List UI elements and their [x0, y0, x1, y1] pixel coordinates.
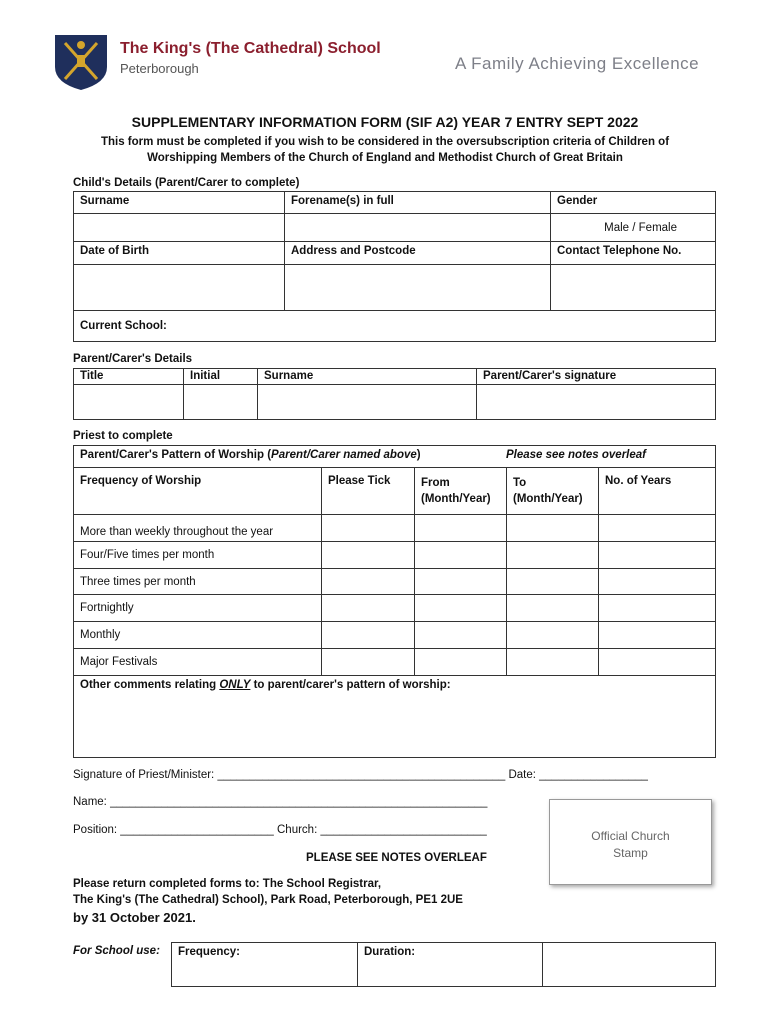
subtitle-line-2: Worshipping Members of the Church of England and Methodist Church of Great Britain	[147, 152, 623, 164]
priest-name-line[interactable]: Name: ___________________________________________________________	[73, 796, 488, 808]
col-to-label: To	[513, 477, 527, 489]
surname-label: Surname	[74, 192, 285, 214]
frequency-label: Three times per month	[74, 569, 322, 595]
pattern-suffix: )	[416, 449, 421, 461]
notes-overleaf-hint: Please see notes overleaf	[506, 449, 646, 461]
from-cell[interactable]	[415, 622, 507, 649]
notes-overleaf: PLEASE SEE NOTES OVERLEAF	[306, 852, 487, 864]
frequency-label: More than weekly throughout the year	[74, 515, 322, 542]
worship-table	[73, 445, 716, 758]
tick-cell[interactable]	[322, 515, 415, 542]
years-cell[interactable]	[599, 649, 716, 676]
tick-cell[interactable]	[322, 595, 415, 622]
table-row	[74, 622, 716, 649]
school-use-label: For School use:	[73, 945, 160, 957]
tick-cell[interactable]	[322, 569, 415, 595]
from-cell[interactable]	[415, 649, 507, 676]
years-cell[interactable]	[599, 515, 716, 542]
subtitle-line-1: This form must be completed if you wish to be considered in the oversubscription criteria of Children of	[100, 136, 670, 148]
tick-cell[interactable]	[322, 649, 415, 676]
address-label: Address and Postcode	[285, 242, 551, 265]
form-subtitle	[60, 134, 710, 166]
return-line-1: Please return completed forms to: The School Registrar,	[73, 878, 382, 890]
priest-heading: Priest to complete	[73, 430, 173, 442]
form-title: SUPPLEMENTARY INFORMATION FORM (SIF A2) YEAR 7 ENTRY SEPT 2022	[131, 114, 639, 130]
stamp-line-2: Stamp	[613, 846, 648, 860]
child-details-table	[73, 191, 716, 342]
parent-initial-label: Initial	[184, 369, 258, 385]
frequency-label: Major Festivals	[74, 649, 322, 676]
deadline: by 31 October 2021.	[73, 910, 196, 925]
years-cell[interactable]	[599, 622, 716, 649]
school-motto: A Family Achieving Excellence	[455, 54, 700, 73]
col-to	[507, 468, 599, 515]
comments-suffix: to parent/carer's pattern of worship:	[250, 679, 451, 691]
table-row	[74, 649, 716, 676]
school-use-table	[171, 942, 716, 987]
school-use-frequency[interactable]: Frequency:	[172, 943, 358, 987]
frequency-label: Four/Five times per month	[74, 542, 322, 569]
parent-surname-field[interactable]	[258, 385, 477, 420]
to-cell[interactable]	[507, 649, 599, 676]
telephone-field[interactable]	[551, 265, 716, 311]
table-row	[74, 542, 716, 569]
to-cell[interactable]	[507, 542, 599, 569]
parent-details-table	[73, 368, 716, 420]
years-cell[interactable]	[599, 542, 716, 569]
dob-label: Date of Birth	[74, 242, 285, 265]
priest-position-line[interactable]: Position: ________________________ Church: __________________________	[73, 824, 487, 836]
to-cell[interactable]	[507, 595, 599, 622]
table-row	[74, 515, 716, 542]
forenames-label: Forename(s) in full	[285, 192, 551, 214]
from-cell[interactable]	[415, 569, 507, 595]
from-cell[interactable]	[415, 515, 507, 542]
telephone-label: Contact Telephone No.	[551, 242, 716, 265]
school-crest-logo	[53, 33, 109, 91]
parent-signature-label: Parent/Carer's signature	[477, 369, 716, 385]
comments-only: ONLY	[219, 679, 251, 691]
surname-field[interactable]	[74, 214, 285, 242]
official-stamp-box	[549, 799, 712, 885]
forenames-field[interactable]	[285, 214, 551, 242]
parent-signature-field[interactable]	[477, 385, 716, 420]
col-from-sub: (Month/Year)	[421, 493, 491, 505]
col-tick: Please Tick	[322, 468, 415, 515]
years-cell[interactable]	[599, 569, 716, 595]
tick-cell[interactable]	[322, 622, 415, 649]
return-address	[73, 876, 463, 908]
parent-surname-label: Surname	[258, 369, 477, 385]
col-from	[415, 468, 507, 515]
col-from-label: From	[421, 477, 450, 489]
table-row	[74, 569, 716, 595]
current-school-field[interactable]: Current School:	[74, 311, 716, 342]
to-cell[interactable]	[507, 622, 599, 649]
address-field[interactable]	[285, 265, 551, 311]
school-name: The King's (The Cathedral) School	[120, 40, 381, 57]
tick-cell[interactable]	[322, 542, 415, 569]
to-cell[interactable]	[507, 515, 599, 542]
stamp-line-1: Official Church	[591, 829, 670, 843]
child-details-heading: Child's Details (Parent/Carer to complete)	[73, 177, 300, 189]
school-use-extra[interactable]	[543, 943, 716, 987]
gender-field[interactable]: Male / Female	[551, 214, 716, 242]
parent-title-label: Title	[74, 369, 184, 385]
worship-pattern-header	[74, 446, 716, 468]
parent-title-field[interactable]	[74, 385, 184, 420]
from-cell[interactable]	[415, 542, 507, 569]
parent-details-heading: Parent/Carer's Details	[73, 353, 193, 365]
dob-field[interactable]	[74, 265, 285, 311]
from-cell[interactable]	[415, 595, 507, 622]
col-frequency: Frequency of Worship	[74, 468, 322, 515]
other-comments-field[interactable]	[74, 676, 716, 758]
frequency-label: Fortnightly	[74, 595, 322, 622]
gender-label: Gender	[551, 192, 716, 214]
pattern-italic: Parent/Carer named above	[271, 449, 417, 461]
school-use-duration[interactable]: Duration:	[358, 943, 543, 987]
col-to-sub: (Month/Year)	[513, 493, 583, 505]
school-town: Peterborough	[120, 61, 199, 76]
frequency-label: Monthly	[74, 622, 322, 649]
comments-prefix: Other comments relating	[80, 679, 220, 691]
return-line-2: The King's (The Cathedral) School), Park Road, Peterborough, PE1 2UE	[73, 894, 463, 906]
priest-signature-line[interactable]: Signature of Priest/Minister: _____________________________________________ Date: _________________	[73, 769, 648, 781]
parent-initial-field[interactable]	[184, 385, 258, 420]
table-row	[74, 595, 716, 622]
to-cell[interactable]	[507, 569, 599, 595]
years-cell[interactable]	[599, 595, 716, 622]
pattern-prefix: Parent/Carer's Pattern of Worship (	[80, 449, 272, 461]
col-years: No. of Years	[599, 468, 716, 515]
